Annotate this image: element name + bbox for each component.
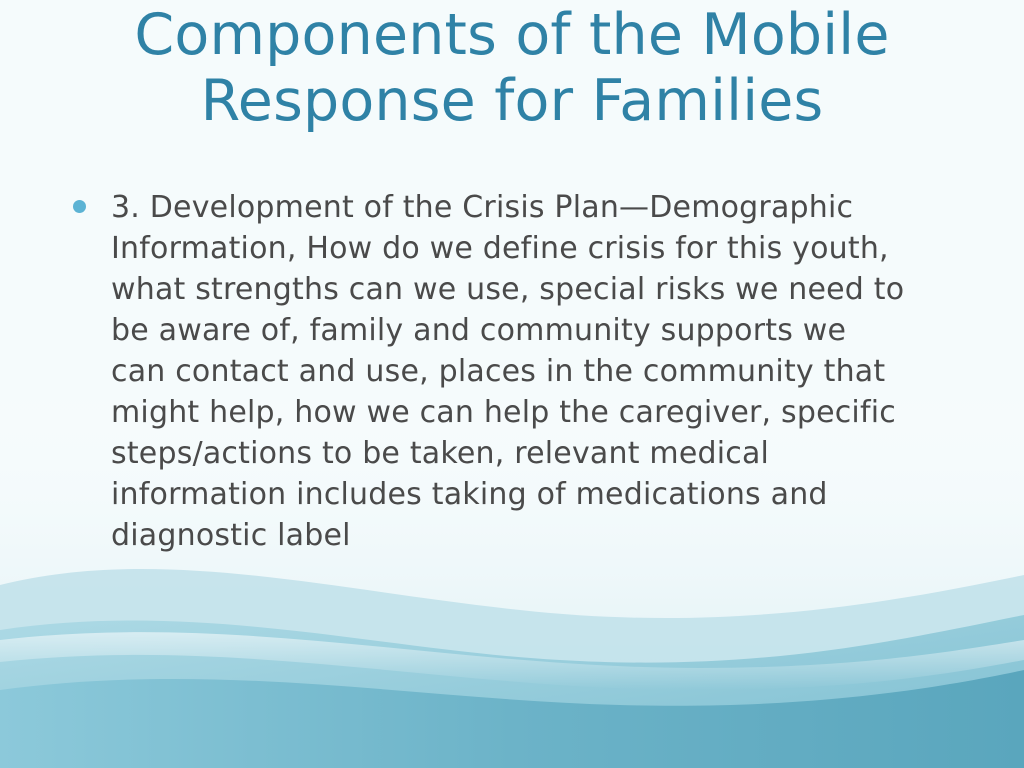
bullet-text: 3. Development of the Crisis Plan—Demographic Information, How do we define crisis for this youth, what strengths can we use, special risks we need to be aware of, family and community supports we can contact and use, places in the community that might help, how we can help the caregiver, specific steps/actions to be taken, relevant medical information includes taking of medications and diagnostic label [111,190,905,553]
slide-title: Components of the Mobile Response for Families [134,2,890,134]
bullet-list [0,187,1024,556]
list-item [0,187,956,556]
bullet-icon [73,200,86,213]
